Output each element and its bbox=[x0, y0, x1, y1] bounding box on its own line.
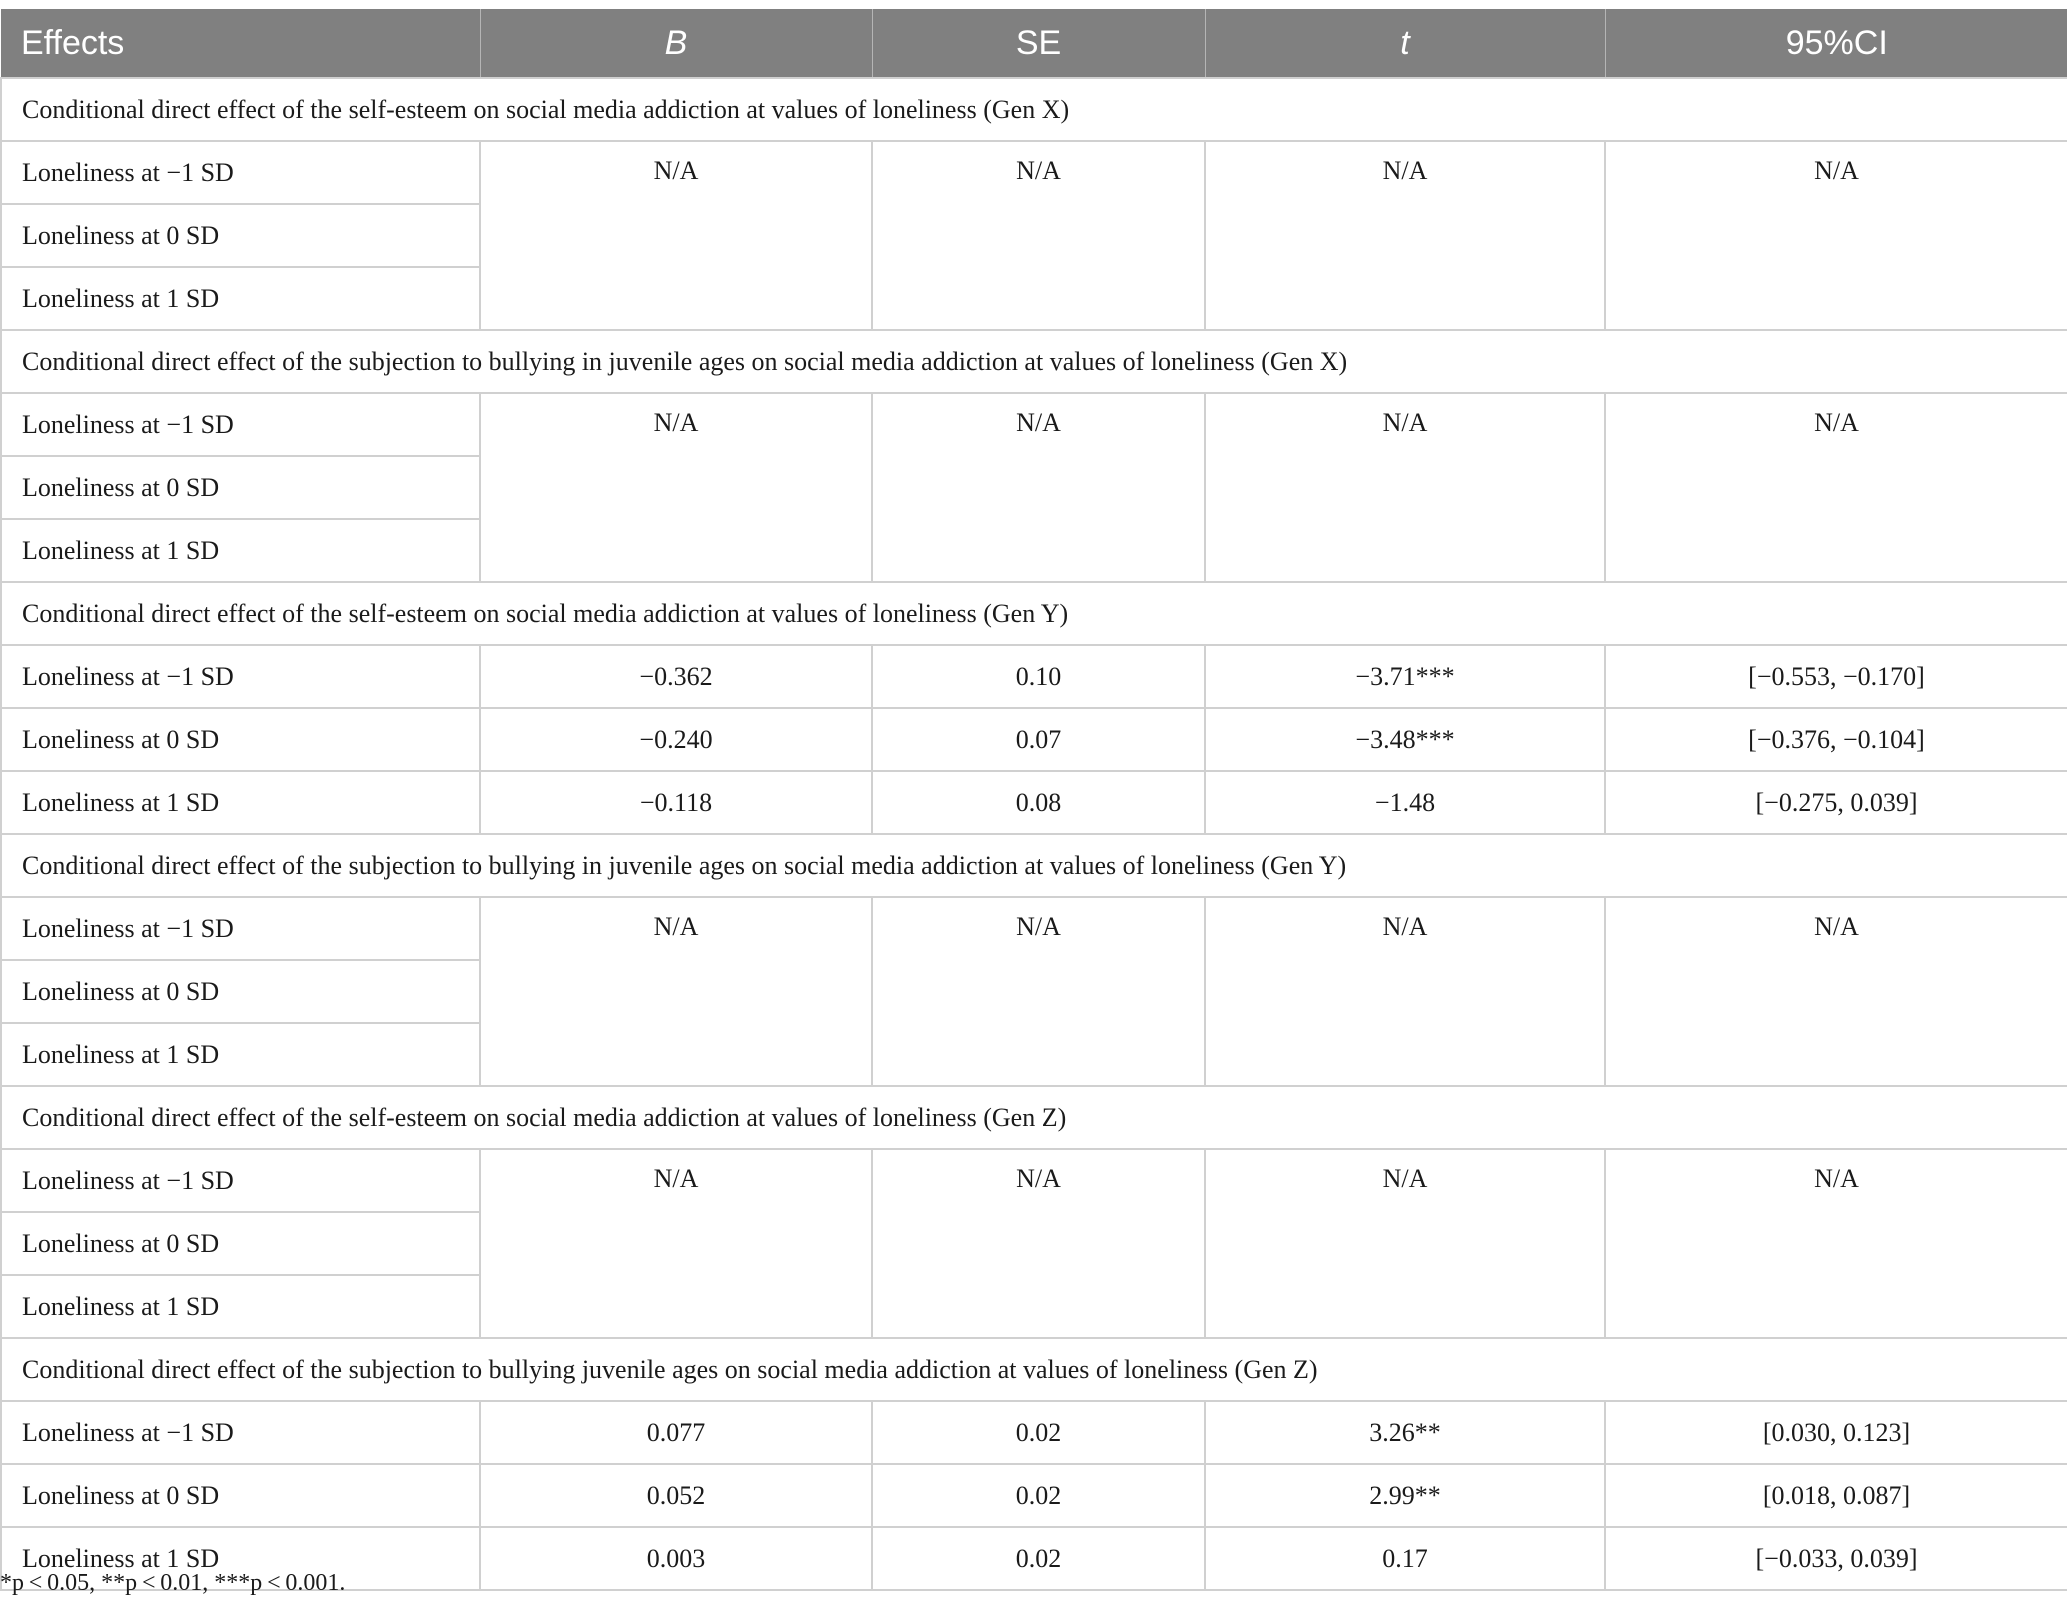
section-header-row bbox=[1, 330, 2067, 393]
table-row bbox=[1, 1464, 2067, 1527]
table-row bbox=[1, 897, 2067, 960]
table-row bbox=[1, 708, 2067, 771]
row-label: Loneliness at 1 SD bbox=[1, 1275, 480, 1338]
section-header-row bbox=[1, 1086, 2067, 1149]
header-b: B bbox=[480, 9, 872, 78]
table-row bbox=[1, 1149, 2067, 1212]
b-cell: −0.240 bbox=[480, 708, 872, 771]
t-cell: 3.26** bbox=[1205, 1401, 1605, 1464]
significance-footnote: *p < 0.05, **p < 0.01, ***p < 0.001. bbox=[0, 1570, 346, 1596]
t-cell: −3.71*** bbox=[1205, 645, 1605, 708]
b-cell: −0.362 bbox=[480, 645, 872, 708]
ci-cell: [−0.553, −0.170] bbox=[1605, 645, 2067, 708]
t-cell: N/A bbox=[1205, 897, 1605, 1086]
ci-cell: N/A bbox=[1605, 141, 2067, 330]
ci-cell: [−0.275, 0.039] bbox=[1605, 771, 2067, 834]
t-cell: 2.99** bbox=[1205, 1464, 1605, 1527]
row-label: Loneliness at 1 SD bbox=[1, 519, 480, 582]
se-cell: 0.02 bbox=[872, 1527, 1205, 1590]
header-effects: Effects bbox=[1, 9, 480, 78]
section-title: Conditional direct effect of the subjection to bullying juvenile ages on social media addiction at values of loneliness (Gen Z) bbox=[1, 1338, 2067, 1401]
section-header-row bbox=[1, 78, 2067, 141]
ci-cell: N/A bbox=[1605, 1149, 2067, 1338]
row-label: Loneliness at 0 SD bbox=[1, 1212, 480, 1275]
b-cell: 0.003 bbox=[480, 1527, 872, 1590]
b-cell: 0.077 bbox=[480, 1401, 872, 1464]
table-row bbox=[1, 393, 2067, 456]
row-label: Loneliness at 0 SD bbox=[1, 960, 480, 1023]
row-label: Loneliness at −1 SD bbox=[1, 897, 480, 960]
b-cell: −0.118 bbox=[480, 771, 872, 834]
ci-cell: N/A bbox=[1605, 393, 2067, 582]
table-row bbox=[1, 141, 2067, 204]
section-header-row bbox=[1, 1338, 2067, 1401]
section-title: Conditional direct effect of the subjection to bullying in juvenile ages on social media addiction at values of loneliness (Gen X) bbox=[1, 330, 2067, 393]
section-title: Conditional direct effect of the self-esteem on social media addiction at values of loneliness (Gen X) bbox=[1, 78, 2067, 141]
se-cell: N/A bbox=[872, 1149, 1205, 1338]
se-cell: 0.02 bbox=[872, 1464, 1205, 1527]
se-cell: 0.08 bbox=[872, 771, 1205, 834]
header-row bbox=[1, 9, 2067, 78]
b-cell: N/A bbox=[480, 393, 872, 582]
table-row bbox=[1, 645, 2067, 708]
se-cell: 0.02 bbox=[872, 1401, 1205, 1464]
row-label: Loneliness at −1 SD bbox=[1, 1401, 480, 1464]
row-label: Loneliness at 0 SD bbox=[1, 456, 480, 519]
table-row bbox=[1, 771, 2067, 834]
ci-cell: [−0.033, 0.039] bbox=[1605, 1527, 2067, 1590]
row-label: Loneliness at −1 SD bbox=[1, 141, 480, 204]
row-label: Loneliness at −1 SD bbox=[1, 1149, 480, 1212]
se-cell: 0.10 bbox=[872, 645, 1205, 708]
row-label: Loneliness at 0 SD bbox=[1, 708, 480, 771]
section-header-row bbox=[1, 834, 2067, 897]
header-ci: 95%CI bbox=[1605, 9, 2067, 78]
row-label: Loneliness at 0 SD bbox=[1, 204, 480, 267]
ci-cell: N/A bbox=[1605, 897, 2067, 1086]
row-label: Loneliness at 1 SD bbox=[1, 1527, 480, 1590]
se-cell: 0.07 bbox=[872, 708, 1205, 771]
se-cell: N/A bbox=[872, 897, 1205, 1086]
row-label: Loneliness at −1 SD bbox=[1, 645, 480, 708]
t-cell: N/A bbox=[1205, 393, 1605, 582]
b-cell: N/A bbox=[480, 897, 872, 1086]
b-cell: N/A bbox=[480, 141, 872, 330]
ci-cell: [0.030, 0.123] bbox=[1605, 1401, 2067, 1464]
row-label: Loneliness at 0 SD bbox=[1, 1464, 480, 1527]
t-cell: N/A bbox=[1205, 141, 1605, 330]
section-title: Conditional direct effect of the self-esteem on social media addiction at values of loneliness (Gen Y) bbox=[1, 582, 2067, 645]
section-title: Conditional direct effect of the self-esteem on social media addiction at values of loneliness (Gen Z) bbox=[1, 1086, 2067, 1149]
ci-cell: [−0.376, −0.104] bbox=[1605, 708, 2067, 771]
b-cell: 0.052 bbox=[480, 1464, 872, 1527]
t-cell: 0.17 bbox=[1205, 1527, 1605, 1590]
row-label: Loneliness at −1 SD bbox=[1, 393, 480, 456]
se-cell: N/A bbox=[872, 141, 1205, 330]
t-cell: −3.48*** bbox=[1205, 708, 1605, 771]
header-se: SE bbox=[872, 9, 1205, 78]
section-title: Conditional direct effect of the subjection to bullying in juvenile ages on social media addiction at values of loneliness (Gen Y) bbox=[1, 834, 2067, 897]
results-table bbox=[0, 9, 2067, 1591]
t-cell: N/A bbox=[1205, 1149, 1605, 1338]
row-label: Loneliness at 1 SD bbox=[1, 267, 480, 330]
t-cell: −1.48 bbox=[1205, 771, 1605, 834]
b-cell: N/A bbox=[480, 1149, 872, 1338]
header-t: t bbox=[1205, 9, 1605, 78]
table-row bbox=[1, 1401, 2067, 1464]
ci-cell: [0.018, 0.087] bbox=[1605, 1464, 2067, 1527]
section-header-row bbox=[1, 582, 2067, 645]
se-cell: N/A bbox=[872, 393, 1205, 582]
row-label: Loneliness at 1 SD bbox=[1, 1023, 480, 1086]
row-label: Loneliness at 1 SD bbox=[1, 771, 480, 834]
